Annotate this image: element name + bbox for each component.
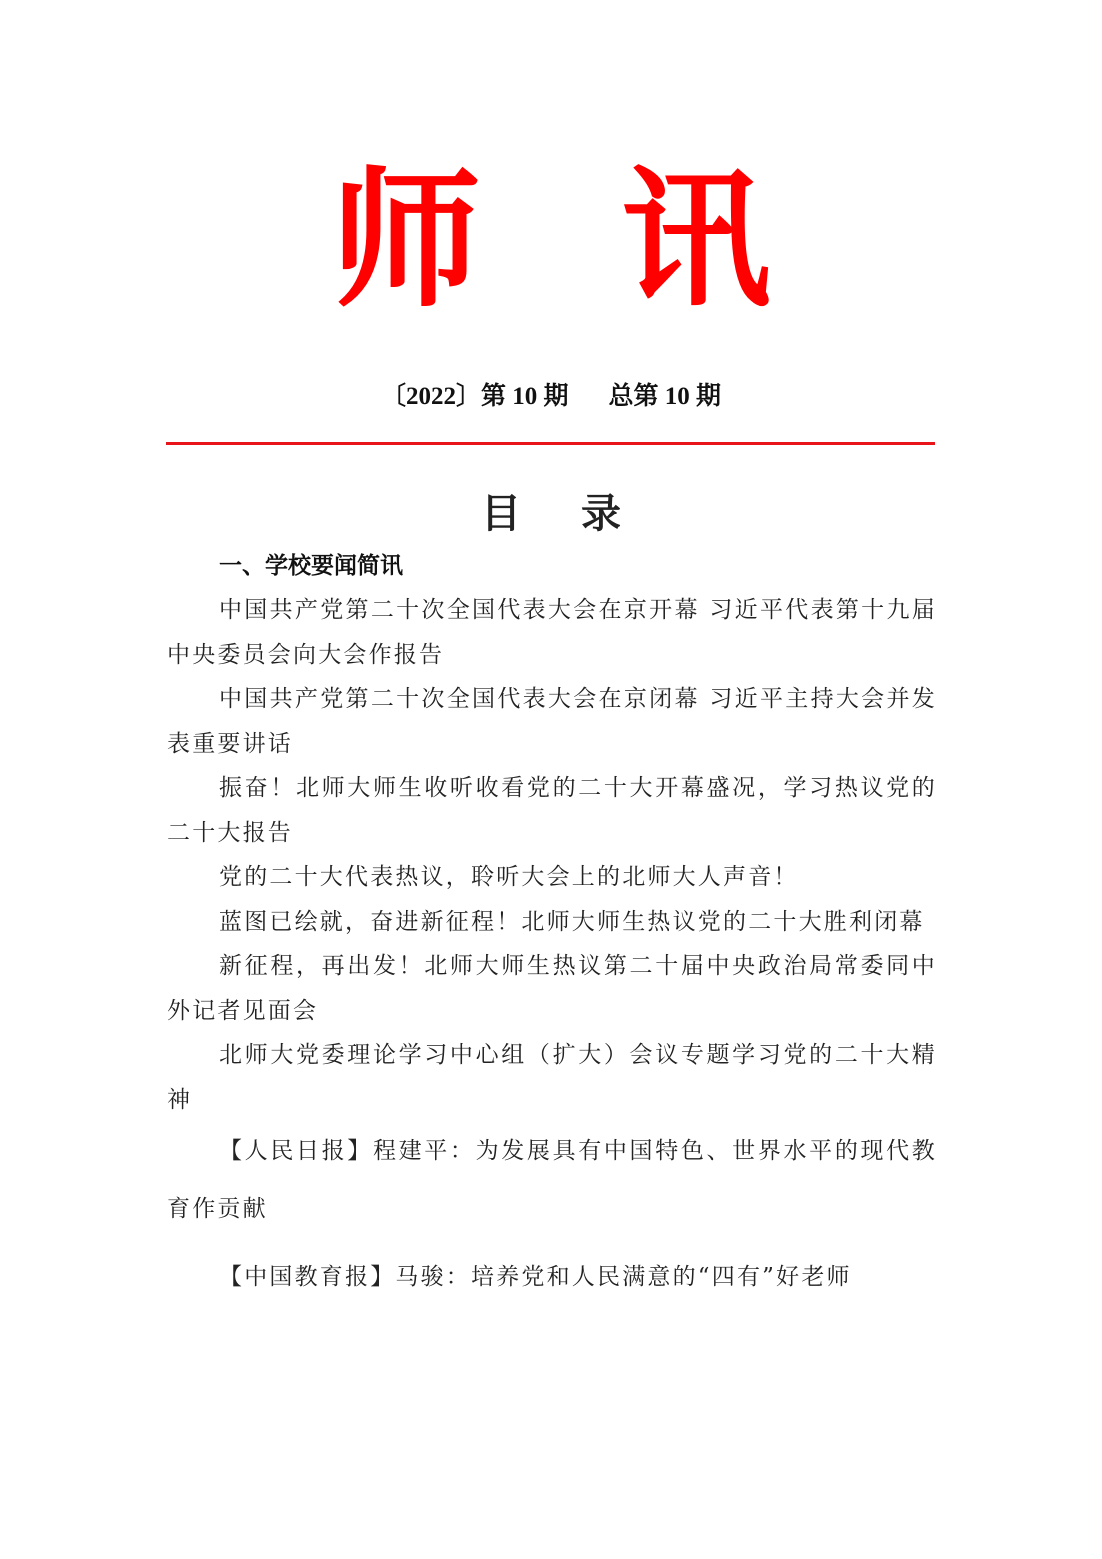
toc-title-char-2: 录 xyxy=(581,491,621,537)
issue-total: 总第 10 期 xyxy=(608,383,722,410)
masthead-title xyxy=(0,150,1102,330)
toc-item[interactable]: 中国共产党第二十次全国代表大会在京闭幕 习近平主持大会并发表重要讲话 xyxy=(167,686,937,757)
toc-item[interactable]: 北师大党委理论学习中心组（扩大）会议专题学习党的二十大精神 xyxy=(167,1042,937,1113)
toc-content xyxy=(167,544,937,1306)
masthead-char-xun: 讯 xyxy=(621,152,772,328)
toc-title-char-1: 目 xyxy=(481,491,521,537)
masthead-char-shi: 师 xyxy=(330,152,481,328)
toc-item[interactable]: 振奋！北师大师生收听收看党的二十大开幕盛况，学习热议党的二十大报告 xyxy=(167,775,937,846)
toc-item[interactable]: 蓝图已绘就，奋进新征程！北师大师生热议党的二十大胜利闭幕 xyxy=(219,908,925,935)
issue-volume: 〔2022〕第 10 期 xyxy=(380,383,569,410)
red-divider xyxy=(166,442,935,445)
section-heading: 一、学校要闻简讯 xyxy=(219,553,403,579)
toc-title xyxy=(0,482,1102,539)
toc-item[interactable]: 中国共产党第二十次全国代表大会在京开幕 习近平代表第十九届中央委员会向大会作报告 xyxy=(167,597,937,668)
toc-item[interactable]: 【中国教育报】马骏：培养党和人民满意的“四有”好老师 xyxy=(219,1264,852,1290)
toc-item[interactable]: 【人民日报】程建平：为发展具有中国特色、世界水平的现代教育作贡献 xyxy=(167,1138,937,1222)
issue-number xyxy=(0,376,1102,412)
toc-item[interactable]: 党的二十大代表热议，聆听大会上的北师大人声音！ xyxy=(219,864,799,890)
toc-item[interactable]: 新征程，再出发！北师大师生热议第二十届中央政治局常委同中外记者见面会 xyxy=(167,953,937,1024)
